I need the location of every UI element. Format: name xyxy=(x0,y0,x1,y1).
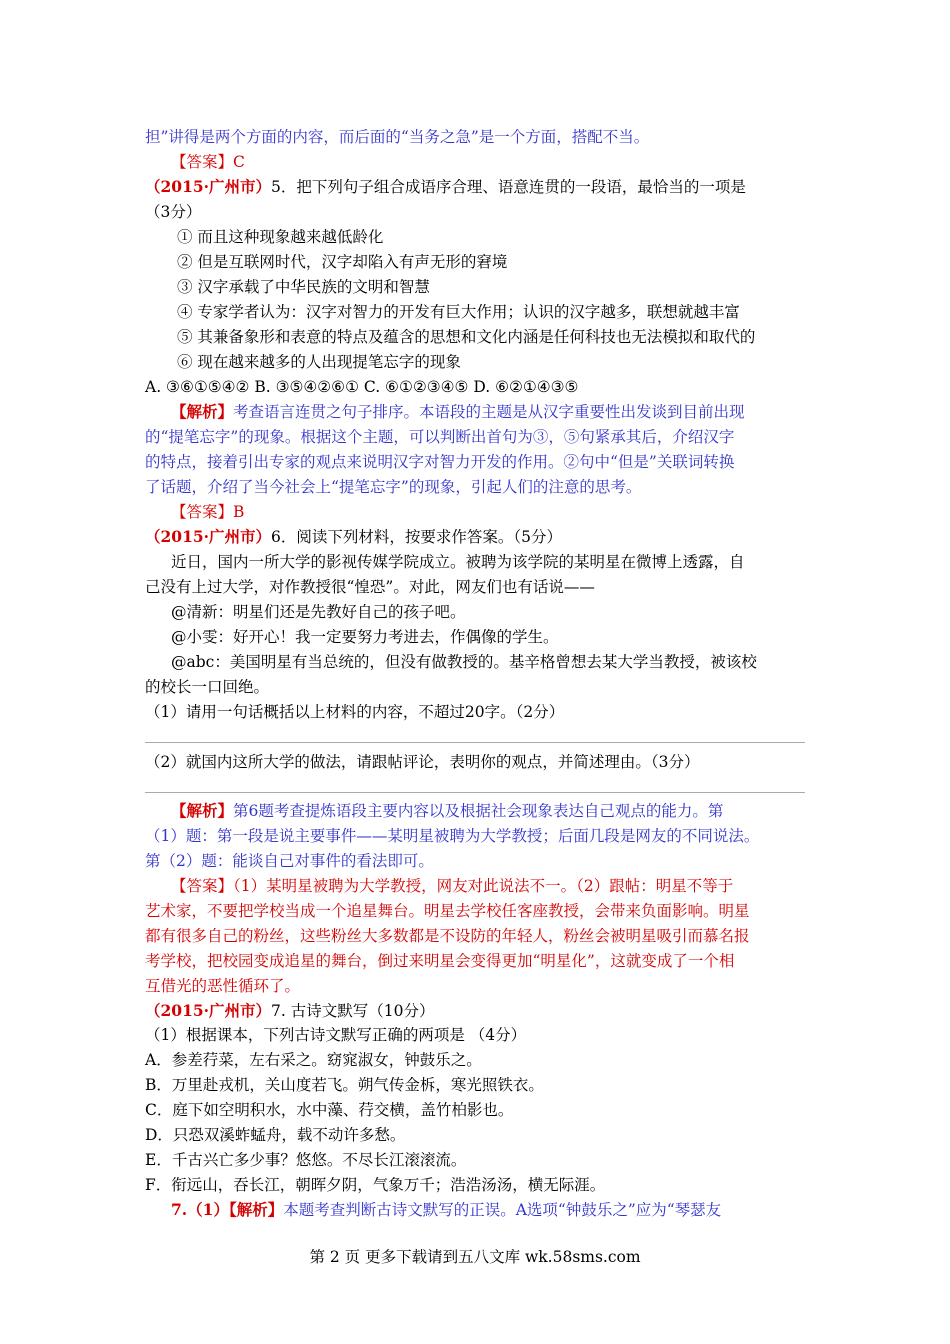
analysis-line xyxy=(171,401,745,423)
analysis-label: 【解析】 xyxy=(171,402,234,421)
text-line: @小雯：好开心！我一定要努力考进去，作偶像的学生。 xyxy=(171,628,559,646)
analysis-label: 【解析】 xyxy=(171,801,234,820)
question-line xyxy=(145,526,562,548)
option-sentence: ② 但是互联网时代，汉字却陷入有声无形的窘境 xyxy=(177,253,508,271)
poem-option: F．衔远山，吞长江，朝晖夕阴，气象万千；浩浩汤汤，横无际涯。 xyxy=(145,1176,606,1194)
sub-question: （1）请用一句话概括以上材料的内容，不超过20字。（2分） xyxy=(145,703,565,721)
source-tag: （2015·广州市） xyxy=(145,177,272,196)
text-line: 艺术家，不要把学校当成一个追星舞台。明星去学校任客座教授，会带来负面影响。明星 xyxy=(145,902,750,920)
analysis-line xyxy=(171,1199,721,1221)
answer-text: 【答案】（1）某明星被聘为大学教授，网友对此说法不一。（2）跟帖：明星不等于 xyxy=(171,877,734,895)
question-text: 5．把下列句子组合成语序合理、语意连贯的一段语，最恰当的一项是 xyxy=(271,178,746,196)
question-line xyxy=(145,176,746,198)
text-line: 考学校，把校园变成追星的舞台，倒过来明星会变得更加“明星化”，这就变成了一个相 xyxy=(145,952,735,970)
text-line: 的特点，接着引出专家的观点来说明汉字对智力开发的作用。②句中“但是”关联词转换 xyxy=(145,453,735,471)
option-sentence: ③ 汉字承载了中华民族的文明和智慧 xyxy=(177,278,430,296)
text-line: （3分） xyxy=(145,203,202,221)
text-line: 都有很多自己的粉丝，这些粉丝大多数都是不设防的年轻人，粉丝会被明星吸引而慕名报 xyxy=(145,927,750,945)
question-text: 7. 古诗文默写（10分） xyxy=(271,1002,435,1020)
option-sentence: ⑥ 现在越来越多的人出现提笔忘字的现象 xyxy=(177,353,461,371)
text-line: 互借光的恶性循环了。 xyxy=(145,977,301,995)
analysis-text: 本题考查判断古诗文默写的正误。A选项“钟鼓乐之”应为“琴瑟友 xyxy=(283,1201,722,1219)
answer-label: 【答案】B xyxy=(171,503,245,521)
sub-question: （1）根据课本，下列古诗文默写正确的两项是 （4分） xyxy=(145,1026,527,1044)
poem-option: B．万里赴戎机，关山度若飞。朔气传金柝，寒光照铁衣。 xyxy=(145,1076,544,1094)
text-line: 近日，国内一所大学的影视传媒学院成立。被聘为该学院的某明星在微博上透露，自 xyxy=(171,553,745,571)
answer-options: A. ③⑥①⑤④② B. ③⑤④②⑥① C. ⑥①②③④⑤ D. ⑥②①④③⑤ xyxy=(145,378,579,396)
poem-option: A．参差荇菜，左右采之。窈窕淑女，钟鼓乐之。 xyxy=(145,1051,482,1069)
answer-line xyxy=(145,742,805,743)
source-tag: （2015·广州市） xyxy=(145,1001,272,1020)
option-sentence: ① 而且这种现象越来越低龄化 xyxy=(177,228,384,246)
answer-label: 【答案】C xyxy=(171,153,245,171)
text-line: @abc：美国明星有当总统的，但没有做教授的。基辛格曾想去某大学当教授，被该校 xyxy=(171,653,757,671)
analysis-line xyxy=(171,800,723,822)
option-sentence: ④ 专家学者认为：汉字对智力的开发有巨大作用；认识的汉字越多，联想就越丰富 xyxy=(177,303,740,321)
text-line: 了话题，介绍了当今社会上“提笔忘字”的现象，引起人们的注意的思考。 xyxy=(145,478,642,496)
question-text: 6．阅读下列材料，按要求作答案。（5分） xyxy=(271,528,563,546)
poem-option: D．只恐双溪蚱蜢舟，载不动许多愁。 xyxy=(145,1126,406,1144)
text-line: 己没有上过大学，对作教授很“惶恐”。对此，网友们也有话说—— xyxy=(145,578,595,596)
poem-option: C．庭下如空明积水，水中藻、荇交横，盖竹柏影也。 xyxy=(145,1101,514,1119)
text-line: @清新：明星们还是先教好自己的孩子吧。 xyxy=(171,603,466,621)
text-line: 第（2）题：能谈自己对事件的看法即可。 xyxy=(145,852,434,870)
text-line: （1）题：第一段是说主要事件——某明星被聘为大学教授；后面几段是网友的不同说法。 xyxy=(145,827,760,845)
analysis-text: 第6题考查提炼语段主要内容以及根据社会现象表达自己观点的能力。第 xyxy=(233,802,724,820)
option-sentence: ⑤ 其兼备象形和表意的特点及蕴含的思想和文化内涵是任何科技也无法模拟和取代的 xyxy=(177,328,756,346)
text-line: 的校长一口回绝。 xyxy=(145,678,270,696)
sub-question: （2）就国内这所大学的做法，请跟帖评论，表明你的观点，并简述理由。（3分） xyxy=(145,753,700,771)
answer-line xyxy=(145,792,805,793)
analysis-label: 7.（1）【解析】 xyxy=(171,1200,284,1219)
page-footer: 第 2 页 更多下载请到五八文库 wk.58sms.com xyxy=(309,1248,641,1266)
source-tag: （2015·广州市） xyxy=(145,527,272,546)
analysis-text: 考查语言连贯之句子排序。本语段的主题是从汉字重要性出发谈到目前出现 xyxy=(233,403,745,421)
question-line xyxy=(145,1000,435,1022)
text-line: 担”讲得是两个方面的内容，而后面的“当务之急”是一个方面，搭配不当。 xyxy=(145,128,650,146)
text-line: 的“提笔忘字”的现象。根据这个主题，可以判断出首句为③，⑤句紧承其后，介绍汉字 xyxy=(145,428,735,446)
poem-option: E．千古兴亡多少事？悠悠。不尽长江滚滚流。 xyxy=(145,1151,467,1169)
